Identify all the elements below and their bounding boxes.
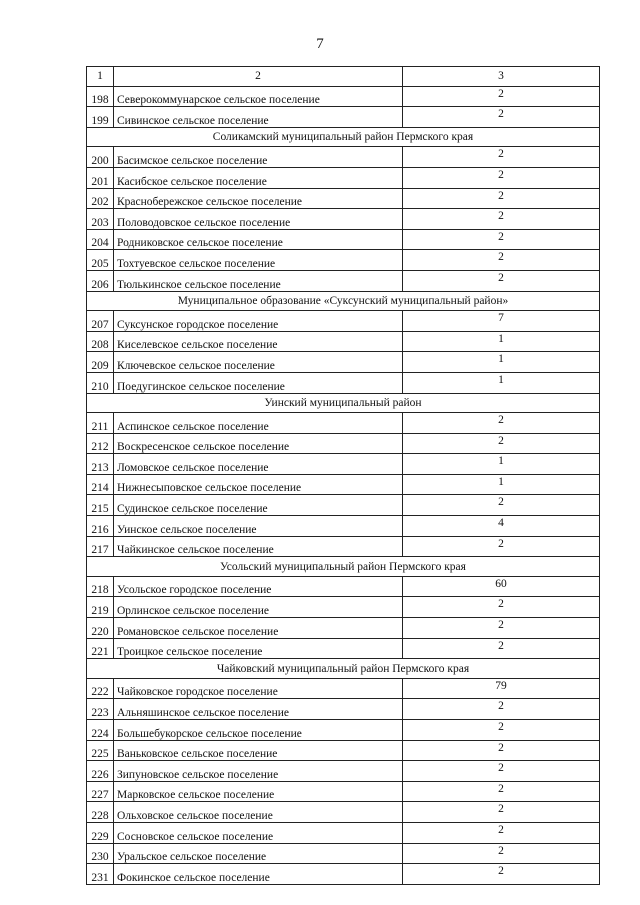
row-number: 212 — [87, 433, 114, 454]
settlement-name: Марковское сельское поселение — [114, 781, 403, 802]
settlement-name: Ольховское сельское поселение — [114, 802, 403, 823]
settlement-name: Чайковское городское поселение — [114, 678, 403, 699]
page-number: 7 — [316, 36, 324, 52]
settlement-name: Уральское сельское поселение — [114, 843, 403, 864]
row-number: 215 — [87, 495, 114, 516]
row-value: 2 — [403, 413, 600, 434]
row-number: 199 — [87, 107, 114, 128]
settlement-name: Альняшинское сельское поселение — [114, 699, 403, 720]
table-row — [87, 618, 600, 639]
table-row — [87, 229, 600, 250]
row-value: 2 — [403, 720, 600, 741]
row-value: 2 — [403, 781, 600, 802]
row-value: 2 — [403, 433, 600, 454]
settlement-name: Орлинское сельское поселение — [114, 597, 403, 618]
table-row — [87, 454, 600, 475]
row-value: 2 — [403, 250, 600, 271]
row-number: 214 — [87, 474, 114, 495]
row-number: 231 — [87, 864, 114, 885]
table-row — [87, 720, 600, 741]
settlement-name: Усольское городское поселение — [114, 576, 403, 597]
section-row — [87, 127, 600, 147]
table-row — [87, 107, 600, 128]
table-row — [87, 781, 600, 802]
row-value: 2 — [403, 761, 600, 782]
row-number: 210 — [87, 372, 114, 393]
settlements-table — [86, 66, 600, 885]
table-header-row — [87, 67, 600, 87]
table-row — [87, 699, 600, 720]
table-row — [87, 86, 600, 107]
table-row — [87, 597, 600, 618]
settlement-name: Сосновское сельское поселение — [114, 822, 403, 843]
table-row — [87, 188, 600, 209]
row-number: 228 — [87, 802, 114, 823]
row-number: 226 — [87, 761, 114, 782]
section-title: Чайковский муниципальный район Пермского края — [87, 659, 600, 679]
row-value: 2 — [403, 740, 600, 761]
settlement-name: Ваньковское сельское поселение — [114, 740, 403, 761]
section-row — [87, 557, 600, 577]
table-row — [87, 209, 600, 230]
row-value: 1 — [403, 372, 600, 393]
settlement-name: Киселевское сельское поселение — [114, 331, 403, 352]
table-row — [87, 147, 600, 168]
section-row — [87, 291, 600, 311]
table-row — [87, 352, 600, 373]
settlement-name: Большебукорское сельское поселение — [114, 720, 403, 741]
settlement-name: Сивинское сельское поселение — [114, 107, 403, 128]
row-value: 7 — [403, 311, 600, 332]
row-number: 220 — [87, 618, 114, 639]
section-title: Усольский муниципальный район Пермского края — [87, 557, 600, 577]
row-value: 1 — [403, 474, 600, 495]
table-row — [87, 372, 600, 393]
row-number: 208 — [87, 331, 114, 352]
settlement-name: Зипуновское сельское поселение — [114, 761, 403, 782]
row-value: 2 — [403, 597, 600, 618]
settlement-name: Краснобережское сельское поселение — [114, 188, 403, 209]
header-col-3: 3 — [403, 67, 600, 87]
row-value: 1 — [403, 352, 600, 373]
row-value: 2 — [403, 188, 600, 209]
table-row — [87, 822, 600, 843]
row-value: 2 — [403, 843, 600, 864]
row-value: 4 — [403, 516, 600, 537]
settlement-name: Тюлькинское сельское поселение — [114, 270, 403, 291]
row-value: 2 — [403, 209, 600, 230]
row-number: 224 — [87, 720, 114, 741]
table-row — [87, 740, 600, 761]
row-value: 2 — [403, 270, 600, 291]
header-col-2: 2 — [114, 67, 403, 87]
row-value: 2 — [403, 536, 600, 557]
table-row — [87, 802, 600, 823]
row-value: 2 — [403, 699, 600, 720]
settlement-name: Судинское сельское поселение — [114, 495, 403, 516]
table-row — [87, 576, 600, 597]
settlement-name: Троицкое сельское поселение — [114, 638, 403, 659]
row-value: 2 — [403, 802, 600, 823]
row-number: 200 — [87, 147, 114, 168]
settlement-name: Фокинское сельское поселение — [114, 864, 403, 885]
table-row — [87, 250, 600, 271]
table-row — [87, 433, 600, 454]
row-value: 2 — [403, 822, 600, 843]
settlement-name: Уинское сельское поселение — [114, 516, 403, 537]
section-row — [87, 393, 600, 413]
row-number: 216 — [87, 516, 114, 537]
row-value: 2 — [403, 86, 600, 107]
table-row — [87, 516, 600, 537]
settlement-name: Северокоммунарское сельское поселение — [114, 86, 403, 107]
row-value: 2 — [403, 618, 600, 639]
row-value: 60 — [403, 576, 600, 597]
table-row — [87, 843, 600, 864]
settlement-name: Поедугинское сельское поселение — [114, 372, 403, 393]
settlement-name: Басимское сельское поселение — [114, 147, 403, 168]
table-row — [87, 536, 600, 557]
row-number: 205 — [87, 250, 114, 271]
row-number: 218 — [87, 576, 114, 597]
settlement-name: Романовское сельское поселение — [114, 618, 403, 639]
table-row — [87, 311, 600, 332]
row-number: 219 — [87, 597, 114, 618]
table-row — [87, 331, 600, 352]
row-number: 213 — [87, 454, 114, 475]
table-row — [87, 413, 600, 434]
settlement-name: Чайкинское сельское поселение — [114, 536, 403, 557]
row-value: 2 — [403, 147, 600, 168]
table-body — [87, 67, 600, 885]
table-row — [87, 167, 600, 188]
row-number: 225 — [87, 740, 114, 761]
row-number: 223 — [87, 699, 114, 720]
header-col-1: 1 — [87, 67, 114, 87]
row-value: 79 — [403, 678, 600, 699]
settlement-name: Ключевское сельское поселение — [114, 352, 403, 373]
settlement-name: Половодовское сельское поселение — [114, 209, 403, 230]
section-row — [87, 659, 600, 679]
row-number: 229 — [87, 822, 114, 843]
section-title: Уинский муниципальный район — [87, 393, 600, 413]
row-value: 1 — [403, 454, 600, 475]
row-value: 2 — [403, 167, 600, 188]
settlement-name: Суксунское городское поселение — [114, 311, 403, 332]
settlement-name: Ломовское сельское поселение — [114, 454, 403, 475]
row-value: 2 — [403, 864, 600, 885]
row-value: 2 — [403, 229, 600, 250]
row-number: 221 — [87, 638, 114, 659]
row-number: 222 — [87, 678, 114, 699]
table-row — [87, 678, 600, 699]
settlement-name: Аспинское сельское поселение — [114, 413, 403, 434]
row-number: 202 — [87, 188, 114, 209]
table-row — [87, 638, 600, 659]
table-row — [87, 864, 600, 885]
row-number: 209 — [87, 352, 114, 373]
row-number: 230 — [87, 843, 114, 864]
row-number: 227 — [87, 781, 114, 802]
row-number: 198 — [87, 86, 114, 107]
row-number: 201 — [87, 167, 114, 188]
section-title: Муниципальное образование «Суксунский муниципальный район» — [87, 291, 600, 311]
row-number: 206 — [87, 270, 114, 291]
row-value: 2 — [403, 495, 600, 516]
table-row — [87, 474, 600, 495]
row-value: 1 — [403, 331, 600, 352]
table-row — [87, 495, 600, 516]
settlement-name: Воскресенское сельское поселение — [114, 433, 403, 454]
settlement-name: Родниковское сельское поселение — [114, 229, 403, 250]
row-number: 217 — [87, 536, 114, 557]
row-value: 2 — [403, 638, 600, 659]
row-value: 2 — [403, 107, 600, 128]
row-number: 203 — [87, 209, 114, 230]
settlement-name: Нижнесыповское сельское поселение — [114, 474, 403, 495]
table-row — [87, 761, 600, 782]
row-number: 207 — [87, 311, 114, 332]
settlement-name: Тохтуевское сельское поселение — [114, 250, 403, 271]
section-title: Соликамский муниципальный район Пермского края — [87, 127, 600, 147]
settlement-name: Касибское сельское поселение — [114, 167, 403, 188]
row-number: 204 — [87, 229, 114, 250]
row-number: 211 — [87, 413, 114, 434]
table-row — [87, 270, 600, 291]
